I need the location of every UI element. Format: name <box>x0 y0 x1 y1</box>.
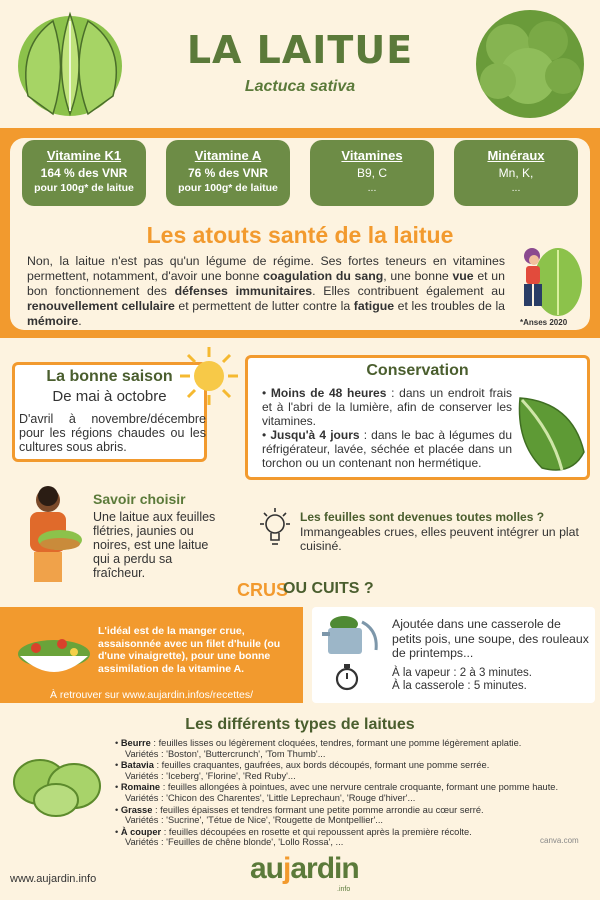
text-bold: vue <box>452 269 474 283</box>
type-varieties: Variétés : 'Boston', 'Buttercrunch', 'Tom Thumb'... <box>125 748 326 759</box>
type-varieties: Variétés : 'Feuilles de chêne blonde', 'Lollo Rossa', ... <box>125 837 344 848</box>
text-bold: renouvellement cellulaire <box>27 299 175 313</box>
molles-text: Immangeables crues, elles peuvent intégrer un plat cuisiné. <box>300 525 579 553</box>
text-run: : dans un endroit frais et à l'abri de la lumière, afin de conserver les vitamines. <box>262 386 512 428</box>
page-subtitle: Lactuca sativa <box>244 78 356 95</box>
type-name: Grasse <box>120 804 153 815</box>
crus-heading: CRUS <box>237 580 289 600</box>
type-desc: : feuilles allongées à pointues, avec une nervure centrale croquante, formant une pomme haute. <box>160 782 559 793</box>
lightbulb-icon <box>256 506 294 552</box>
nutrient-sub: pour 100g* de laitue <box>178 182 278 194</box>
text-run: et permettent de lutter contre la <box>174 299 354 313</box>
types-title: Les différents types de laitues <box>185 716 415 733</box>
cuits-text: Ajoutée dans une casserole de petits pois, une soupe, des rouleaux de printemps... <box>392 617 589 660</box>
crus-text: L'idéal est de la manger crue, assaisonnée avec un filet d'huile (ou d'une vinaigrette), pour une bonne assimilation de la vitamine A. <box>98 625 281 675</box>
list-item: • Beurre : feuilles lisses ou légèrement cloquées, tendres, formant une pomme légèrement aplatie. Variétés : 'Boston', 'Buttercrunch', 'Tom Thumb'... <box>115 738 593 759</box>
type-varieties: Variétés : 'Sucrine', 'Tétue de Nice', 'Rougette de Montpellier'... <box>125 815 384 826</box>
season-text: D'avril à novembre/décembre pour les régions chaudes ou les cultures sous abris. <box>19 412 206 454</box>
list-item: • Grasse : feuilles épaisses et tendres formant une petite pomme arrondie au cœur serré. Variétés : 'Sucrine', 'Tétue de Nice', 'Rougette de Montpellier'... <box>115 805 593 826</box>
lettuce-left-icon <box>8 6 133 121</box>
text-bold: Jusqu'à 4 jours <box>270 428 360 442</box>
recipes-link[interactable]: À retrouver sur www.aujardin.infos/recettes/ <box>49 689 254 701</box>
cuits-casserole: À la casserole : 5 minutes. <box>392 680 527 692</box>
logo-part: j <box>283 852 291 885</box>
type-name: Beurre <box>120 738 151 748</box>
romaine-leaf-icon <box>512 392 590 478</box>
molles-title: Les feuilles sont devenues toutes molles ? <box>300 510 545 524</box>
nutrient-value: 76 % des VNR <box>187 166 269 180</box>
nutrient-title: Minéraux <box>487 148 545 163</box>
logo-suffix: .info <box>337 886 351 893</box>
credit: canva.com <box>540 836 579 845</box>
footer-url[interactable]: www.aujardin.info <box>10 873 97 885</box>
text-run: Non, la laitue n'est pas qu'un légume de régime. Ses fortes teneurs en vitamines permettent, notamment, d'avoir une bonne <box>27 254 505 283</box>
nutrient-value: B9, C <box>356 166 387 180</box>
text-run: . <box>78 314 82 328</box>
text-run: . Elles contribuent également au <box>312 284 505 298</box>
nutrient-sub: pour 100g* de laitue <box>34 182 134 194</box>
text-run: , une bonne <box>383 269 453 283</box>
season-title: La bonne saison <box>46 368 173 385</box>
text-bold: coagulation du sang <box>263 269 384 283</box>
type-desc: : feuilles craquantes, gaufrées, aux bords découpés, formant une pomme serrée. <box>153 760 490 771</box>
nutrient-sub: ... <box>367 182 377 194</box>
type-desc: : feuilles découpées en rosette et qui repoussent après la première récolte. <box>161 826 472 837</box>
nutrient-value: Mn, K, <box>498 166 534 180</box>
nutrient-title: Vitamine K1 <box>46 148 122 163</box>
text-run: et les troubles de la <box>394 299 506 313</box>
nutrient-chip <box>454 140 578 206</box>
text-bold: Moins de 48 heures <box>270 386 387 400</box>
cuits-vapeur: À la vapeur : 2 à 3 minutes. <box>392 667 532 679</box>
type-varieties: Variétés : 'Iceberg', 'Florine', 'Red Ruby'... <box>125 770 296 781</box>
nutrient-chip <box>310 140 434 206</box>
choisir-text: Une laitue aux feuilles flétries, jaunies ou noires, est une laitue qui a perdu sa fraîcheur. <box>93 510 216 580</box>
choisir-title: Savoir choisir <box>93 491 186 507</box>
atouts-title: Les atouts santé de la laitue <box>146 222 454 248</box>
text-run: : dans le bac à légumes du réfrigérateur, lavée, séchée et placée dans un torchon ou un contenant non hermétique. <box>262 428 513 470</box>
types-list <box>115 738 593 849</box>
logo <box>250 852 359 886</box>
nutrient-sub: ... <box>511 182 521 194</box>
type-desc: : feuilles lisses ou légèrement cloquées, tendres, formant une pomme légèrement aplatie. <box>150 738 522 748</box>
type-name: À couper <box>120 826 162 837</box>
person-basket-icon <box>14 484 86 584</box>
lettuce-heads-icon <box>10 752 106 820</box>
type-name: Batavia <box>120 760 154 771</box>
list-item: • Moins de 48 heures : dans un endroit frais et à l'abri de la lumière, afin de conserver les vitamines. <box>262 386 512 428</box>
nutrient-title: Vitamine A <box>194 148 262 163</box>
list-item: • Jusqu'à 4 jours : dans le bac à légumes du réfrigérateur, lavée, séchée et placée dans un torchon ou un contenant non hermétique. <box>262 428 513 470</box>
text-run: et un bon fonctionnement des <box>27 269 505 298</box>
page-title: LA LAITUE <box>186 28 414 72</box>
nutrient-chip <box>166 140 290 206</box>
list-item: • Batavia : feuilles craquantes, gaufrées, aux bords découpés, formant une pomme serrée. Variétés : 'Iceberg', 'Florine', 'Red Ruby'... <box>115 760 593 781</box>
season-subtitle: De mai à octobre <box>52 388 167 405</box>
footnote: *Anses 2020 <box>520 318 568 327</box>
nutrient-chip <box>22 140 146 206</box>
text-bold: fatigue <box>353 299 395 313</box>
pot-icon <box>320 612 382 660</box>
text-bold: mémoire <box>27 314 79 328</box>
timer-icon <box>334 662 360 692</box>
cuits-heading: OU CUITS ? <box>283 580 374 597</box>
person-lettuce-icon <box>512 240 584 318</box>
type-desc: : feuilles épaisses et tendres formant une petite pomme arrondie au cœur serré. <box>152 804 484 815</box>
atouts-text <box>27 254 505 329</box>
type-name: Romaine <box>120 782 161 793</box>
text-bold: défenses immunitaires <box>174 284 313 298</box>
list-item: • Romaine : feuilles allongées à pointues, avec une nervure centrale croquante, formant une pomme haute. Variétés : 'Chicon des Charentes', 'Little Leprechaun', 'Rouge d'hiver'... <box>115 782 593 803</box>
lettuce-right-icon <box>468 6 593 121</box>
conservation-list <box>262 386 512 470</box>
conservation-title: Conservation <box>366 362 469 379</box>
nutrient-title: Vitamines <box>341 148 403 163</box>
salad-bowl-icon <box>14 628 94 682</box>
list-item: • À couper : feuilles découpées en rosette et qui repoussent après la première récolte. Variétés : 'Feuilles de chêne blonde', 'Lollo Rossa', ... <box>115 827 593 848</box>
nutrient-value: 164 % des VNR <box>40 166 128 180</box>
type-varieties: Variétés : 'Chicon des Charentes', 'Little Leprechaun', 'Rouge d'hiver'... <box>125 792 416 803</box>
logo-part: au <box>250 852 284 885</box>
logo-part: ardin <box>290 852 359 885</box>
